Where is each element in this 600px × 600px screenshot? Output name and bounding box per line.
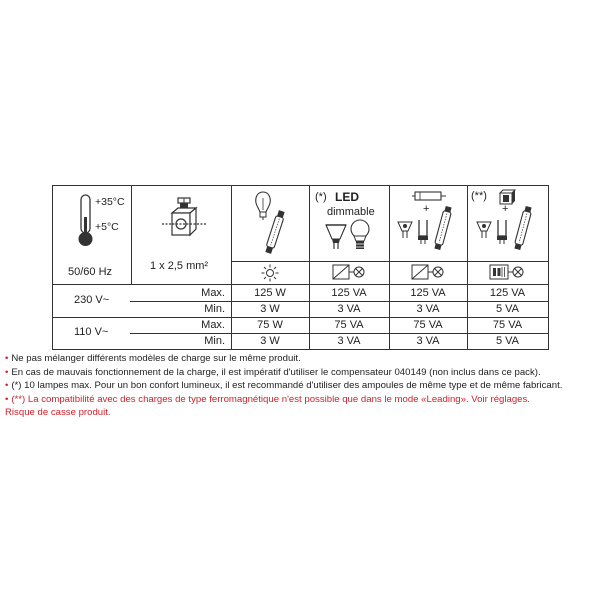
led-note-marker: (*) xyxy=(315,191,327,203)
cell-110-min-ferro: 5 VA xyxy=(495,335,520,347)
plus-sign-1: + xyxy=(423,203,430,215)
note-item xyxy=(5,352,600,366)
cell-230-max-ferro: 125 VA xyxy=(489,287,526,299)
table-row-divider-230 xyxy=(130,301,549,302)
note-bullet: • xyxy=(5,393,9,405)
cell-110-min-electronic: 3 VA xyxy=(416,335,440,347)
cell-230-min-electronic: 3 VA xyxy=(416,303,440,315)
note-item-warning xyxy=(5,393,600,407)
table-border-right xyxy=(548,185,549,350)
cell-230-min-led: 3 VA xyxy=(337,303,361,315)
electronic-transformer-icon xyxy=(412,189,446,203)
row-label-110-max: Max. xyxy=(201,319,225,331)
note-bullet: • xyxy=(5,353,9,364)
cell-110-max-halogen: 75 W xyxy=(257,319,283,331)
terminal-screw-icon xyxy=(160,196,208,246)
cell-110-max-led: 75 VA xyxy=(334,319,364,331)
halogen-tube-icon xyxy=(262,208,288,256)
table-header-bottom xyxy=(52,284,549,285)
row-label-110-min: Min. xyxy=(204,335,225,347)
voltage-230-label: 230 V~ xyxy=(74,294,110,306)
notes-list xyxy=(5,352,600,420)
table-voltage-divider xyxy=(52,317,549,318)
cell-110-max-electronic: 75 VA xyxy=(413,319,443,331)
cell-230-max-halogen: 125 W xyxy=(254,287,286,299)
note-text: Risque de casse produit. xyxy=(5,407,111,418)
ferro-halogen-capsule-icon xyxy=(495,218,509,244)
ferromagnetic-transformer-symbol-icon xyxy=(489,264,527,280)
led-classic-bulb-icon xyxy=(349,218,371,252)
ferro-note-marker: (**) xyxy=(471,190,487,202)
note-text: En cas de mauvais fonctionnement de la charge, il est impératif d'utiliser le compensateur 040149 (non inclus dans ce pack). xyxy=(11,366,541,378)
led-electronic-transformer-symbol-icon xyxy=(332,264,368,280)
note-text: (**) La compatibilité avec des charges de type ferromagnétique n'est possible que dans le mode «Leading». Voir réglages. xyxy=(11,393,530,405)
lv-halogen-capsule-icon xyxy=(416,218,430,244)
electronic-transformer-symbol-icon xyxy=(411,264,447,280)
cell-110-min-led: 3 VA xyxy=(337,335,361,347)
sun-light-symbol-icon xyxy=(261,264,279,282)
led-spot-bulb-icon xyxy=(324,222,348,250)
ferro-halogen-tube-icon xyxy=(512,204,534,252)
note-text: (*) 10 lampes max. Pour un bon confort lumineux, il est recommandé d'utiliser des ampoules de même type et de même fabricant. xyxy=(11,380,563,391)
table-border-bottom xyxy=(52,349,549,350)
table-row-divider-110 xyxy=(130,333,549,334)
note-item xyxy=(5,366,600,380)
led-label: LED xyxy=(335,190,359,204)
note-bullet: • xyxy=(5,366,9,378)
table-col-divider-1 xyxy=(131,185,132,285)
row-label-230-min: Min. xyxy=(204,303,225,315)
note-text: Ne pas mélanger différents modèles de charge sur le même produit. xyxy=(11,353,301,364)
lv-halogen-dichroic-icon xyxy=(396,220,414,240)
cell-230-min-halogen: 3 W xyxy=(260,303,280,315)
cell-230-max-led: 125 VA xyxy=(331,287,367,299)
wire-section-label: 1 x 2,5 mm² xyxy=(150,260,209,272)
cell-230-max-electronic: 125 VA xyxy=(410,287,446,299)
cell-110-min-halogen: 3 W xyxy=(260,335,280,347)
row-label-230-max: Max. xyxy=(201,287,225,299)
table-border-top xyxy=(52,185,549,186)
temperature-max: +35°C xyxy=(95,196,125,208)
ferro-halogen-dichroic-icon xyxy=(475,220,493,240)
cell-230-min-ferro: 5 VA xyxy=(495,303,520,315)
frequency-label: 50/60 Hz xyxy=(68,266,113,278)
table-border-left xyxy=(52,185,53,350)
plus-sign-2: + xyxy=(502,203,509,215)
table-header-divider xyxy=(231,261,549,262)
led-dimmable-label: dimmable xyxy=(327,206,375,218)
note-bullet: • xyxy=(5,380,9,391)
cell-110-max-ferro: 75 VA xyxy=(492,319,523,331)
voltage-110-label: 110 V~ xyxy=(74,326,109,338)
temperature-min: +5°C xyxy=(95,221,119,233)
note-item-warning-continued xyxy=(5,406,600,420)
note-item xyxy=(5,379,600,393)
lv-halogen-tube-icon xyxy=(432,204,454,252)
